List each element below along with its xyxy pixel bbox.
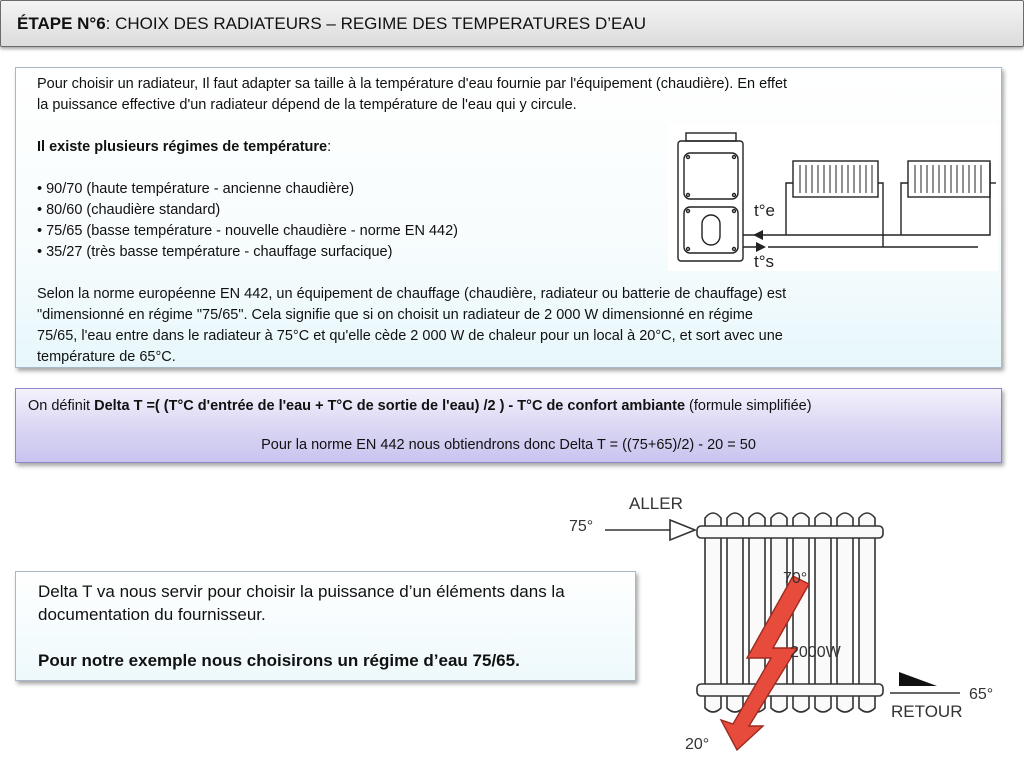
regime-item: • 80/60 (chaudière standard) [37,202,221,218]
delta-t-box [15,388,1002,463]
conclusion-choice [38,649,618,672]
slide-title [17,14,646,34]
conclusion-line: Delta T va nous servir pour choisir la puissance d’un éléments dans la documentation du fournisseur. [38,582,565,624]
radiator-diagram [565,488,1010,763]
regime-item: • 75/65 (basse température - nouvelle chaudière - norme EN 442) [37,223,458,239]
radiator-power: 2000W [790,644,841,661]
water-temp: 70° [783,570,808,587]
conclusion-text [38,580,618,672]
delta-t-formula: Delta T =( (T°C d'entrée de l'eau + T°C de sortie de l'eau) /2 ) - T°C de confort ambiante [94,398,686,414]
regimes-heading: Il existe plusieurs régimes de température [37,139,328,155]
slide-title-text: : CHOIX DES RADIATEURS – REGIME DES TEMPERATURES D’EAU [105,14,646,33]
room-temp: 20° [685,736,710,753]
regime-item: • 90/70 (haute température - ancienne chaudière) [37,181,355,197]
slide-title-bar [0,0,1024,47]
delta-t-example: Pour la norme EN 442 nous obtiendrons donc Delta T = ((75+65)/2) - 20 = 50 [261,437,756,453]
slide-title-step: ÉTAPE N°6 [17,14,106,33]
delta-t-suffix: (formule simplifiée) [685,398,812,414]
norm-paragraph: Selon la norme européenne EN 442, un équipement de chauffage (chaudière, radiateur ou batterie de chauffage) est "dimensionné en régime "75/65". Cela signifie que si on choisit un radiateur de 2 000 W dimensionné en régime 75/65, l'eau entre dans le radiateur à 75°C et qu'elle cède 2 000 W de chaleur pour un local à 20°C, et sort avec une température de 65°C. [37,286,787,365]
aller-label: ALLER [629,494,683,513]
regimes-heading-colon: : [327,139,332,155]
conclusion-choice-text: Pour notre exemple nous choisirons un régime d’eau 75/65. [38,651,520,670]
intro-paragraph: Pour choisir un radiateur, Il faut adapter sa taille à la température d'eau fournie par l'équipement (chaudière). En effet la puissance effective d'un radiateur dépend de la température de l'eau qui y circule. [37,76,788,113]
inlet-temp: 75° [569,518,594,535]
conclusion-box [15,571,636,681]
boiler-radiator-diagram [668,123,998,271]
boiler-radiator-drawing [668,123,998,271]
inlet-temp-label: t°e [754,201,775,220]
outlet-temp: 65° [969,686,994,703]
retour-label: RETOUR [891,702,963,721]
outlet-temp-label: t°s [754,252,775,271]
regime-item: • 35/27 (très basse température - chauffage surfacique) [37,244,393,260]
delta-t-definition [28,396,812,417]
delta-t-prefix: On définit [28,398,95,414]
